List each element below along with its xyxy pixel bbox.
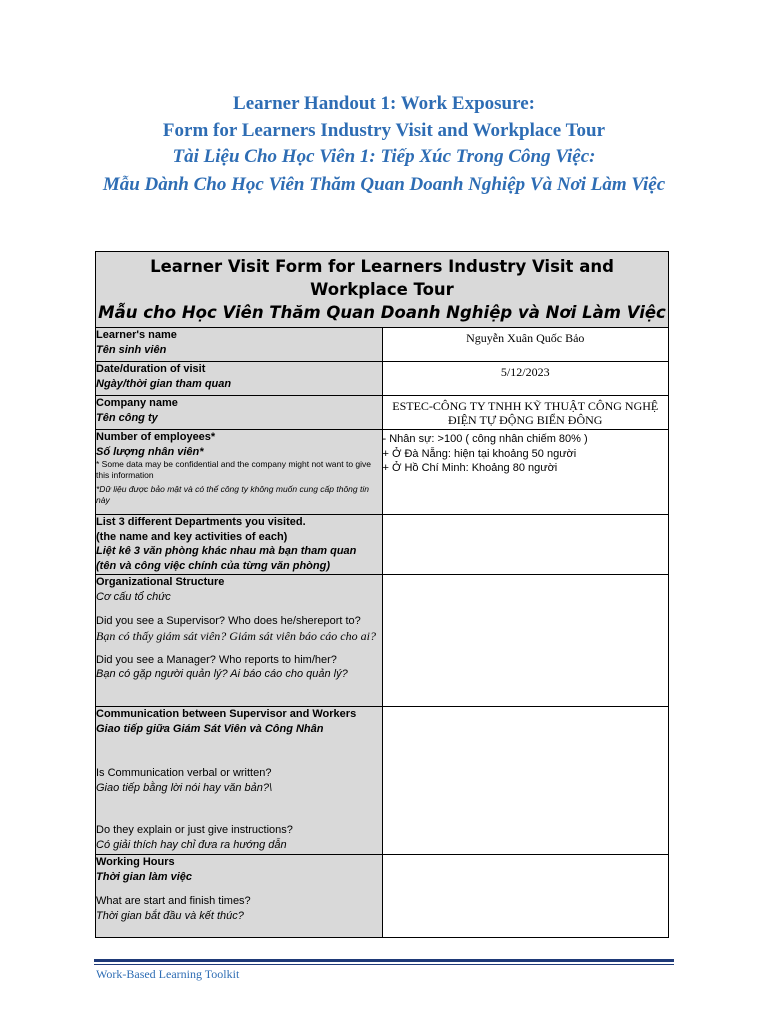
document-titles xyxy=(60,90,708,196)
org-structure-label-en: Organizational Structure xyxy=(96,576,225,588)
title-en-line1: Learner Handout 1: Work Exposure: xyxy=(233,93,535,114)
row-communication xyxy=(96,707,669,855)
employees-value-line: - Nhân sự: >100 ( công nhân chiếm 80% ) xyxy=(382,433,588,445)
company-label-en: Company name xyxy=(96,397,178,409)
employees-label xyxy=(96,430,383,515)
departments-label-vi: Liệt kê 3 văn phòng khác nhau mà bạn tham quan xyxy=(96,545,357,557)
supervisor-question-en: Did you see a Supervisor? Who does he/shereport to? xyxy=(96,615,361,627)
communication-label xyxy=(96,707,383,855)
employees-value-line: + Ở Hồ Chí Minh: Khoảng 80 người xyxy=(382,462,558,474)
working-hours-question-en: What are start and finish times? xyxy=(96,895,251,907)
employees-value[interactable] xyxy=(382,430,669,515)
departments-value[interactable] xyxy=(382,515,669,575)
learner-visit-form xyxy=(95,251,669,938)
communication-label-vi: Giao tiếp giữa Giám Sát Viên và Công Nhân xyxy=(96,722,324,735)
departments-label-en-sub: (the name and key activities of each) xyxy=(96,530,288,543)
communication-explain-question-vi: Có giải thích hay chỉ đưa ra hướng dẫn xyxy=(96,838,287,851)
form-heading-vi: Mẫu cho Học Viên Thăm Quan Doanh Nghiệp và Nơi Làm Việc xyxy=(98,303,666,322)
footer-rule-thin xyxy=(94,964,674,965)
working-hours-value[interactable] xyxy=(382,855,669,938)
employees-value-line: + Ở Đà Nẵng: hiện tại khoảng 50 người xyxy=(382,447,577,460)
visit-date-label-vi: Ngày/thời gian tham quan xyxy=(96,377,232,390)
learner-name-value[interactable]: Nguyễn Xuân Quốc Bảo xyxy=(382,328,669,362)
communication-verbal-question-vi: Giao tiếp bằng lời nói hay văn bản?\ xyxy=(96,781,273,794)
footer-text: Work-Based Learning Toolkit xyxy=(96,967,240,981)
org-structure-label xyxy=(96,575,383,707)
title-en-line2: Form for Learners Industry Visit and Workplace Tour xyxy=(162,120,606,141)
title-vi-line2: Mẫu Dành Cho Học Viên Thăm Quan Doanh Nghiệp Và Nơi Làm Việc xyxy=(102,174,666,195)
departments-label-en: List 3 different Departments you visited. xyxy=(96,516,306,528)
company-value[interactable]: ESTEC-CÔNG TY TNHH KỸ THUẬT CÔNG NGHỆ ĐIỆN TỰ ĐỘNG BIỂN ĐÔNG xyxy=(382,396,669,430)
visit-date-value[interactable]: 5/12/2023 xyxy=(382,362,669,396)
form-heading xyxy=(96,252,669,328)
company-label xyxy=(96,396,383,430)
row-org-structure xyxy=(96,575,669,707)
row-company xyxy=(96,396,669,430)
employees-note-vi: *Dữ liệu được bảo mật và có thể công ty không muốn cung cấp thông tin này xyxy=(96,484,369,505)
manager-question-vi: Bạn có gặp người quản lý? Ai báo cáo cho quản lý? xyxy=(96,668,348,680)
manager-question-en: Did you see a Manager? Who reports to him/her? xyxy=(96,653,337,666)
visit-date-label-en: Date/duration of visit xyxy=(96,363,206,375)
form-heading-en: Learner Visit Form for Learners Industry Visit and Workplace Tour xyxy=(150,257,614,299)
company-label-vi: Tên công ty xyxy=(96,411,158,424)
title-vi-line1: Tài Liệu Cho Học Viên 1: Tiếp Xúc Trong Công Việc: xyxy=(172,146,596,167)
working-hours-label-vi: Thời gian làm việc xyxy=(96,870,193,883)
working-hours-question-vi: Thời gian bắt đầu và kết thúc? xyxy=(96,909,244,922)
supervisor-question-vi: Bạn có thấy giám sát viên? Giám sát viên báo cáo cho ai? xyxy=(96,628,376,643)
row-visit-date xyxy=(96,362,669,396)
learner-name-label-en: Learner's name xyxy=(96,329,177,341)
employees-label-en: Number of employees* xyxy=(96,431,216,443)
communication-explain-question-en: Do they explain or just give instructions? xyxy=(96,824,293,836)
communication-label-en: Communication between Supervisor and Workers xyxy=(96,708,357,720)
row-employees xyxy=(96,430,669,515)
row-departments xyxy=(96,515,669,575)
working-hours-label-en: Working Hours xyxy=(96,856,175,868)
communication-verbal-question-en: Is Communication verbal or written? xyxy=(96,767,272,779)
org-structure-value[interactable] xyxy=(382,575,669,707)
employees-note-en: * Some data may be confidential and the company might not want to give this information xyxy=(96,459,371,480)
departments-label-vi-sub: (tên và công việc chính của từng văn phòng) xyxy=(96,559,330,572)
learner-name-label-vi: Tên sinh viên xyxy=(96,343,167,356)
communication-value[interactable] xyxy=(382,707,669,855)
org-structure-label-vi: Cơ cấu tổ chức xyxy=(96,590,171,603)
visit-date-label xyxy=(96,362,383,396)
row-working-hours xyxy=(96,855,669,938)
learner-name-label xyxy=(96,328,383,362)
working-hours-label xyxy=(96,855,383,938)
footer-rule-thick xyxy=(94,959,674,962)
employees-label-vi: Số lượng nhân viên* xyxy=(96,445,204,458)
departments-label xyxy=(96,515,383,575)
row-learner-name xyxy=(96,328,669,362)
